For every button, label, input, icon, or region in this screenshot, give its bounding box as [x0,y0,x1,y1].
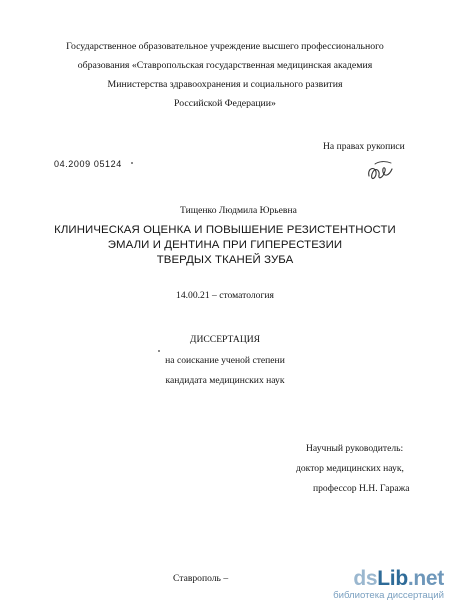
degree-line-2: кандидата медицинских наук [165,375,285,386]
institution-line-1: Государственное образовательное учреждение высшего профессионального [66,41,384,52]
supervisor-label: Научный руководитель: [306,443,404,454]
watermark-part-net: .net [407,567,444,590]
degree-line-1: на соискание ученой степени [165,355,285,366]
thesis-title-line-3: ТВЕРДЫХ ТКАНЕЙ ЗУБА [156,254,294,266]
institution-line-3: Министерства здравоохранения и социального развития [107,79,343,90]
catalog-number: 04.2009 05124 [54,159,122,169]
thesis-title-line-1: КЛИНИЧЕСКАЯ ОЦЕНКА И ПОВЫШЕНИЕ РЕЗИСТЕНТНОСТИ [54,224,396,236]
work-type: ДИССЕРТАЦИЯ [189,334,261,345]
specialty: 14.00.21 – стоматология [176,290,274,301]
scan-dot [158,350,160,352]
city-year: Ставрополь – [173,573,229,584]
watermark-part-ds: ds [353,567,378,590]
author-name: Тищенко Людмила Юрьевна [180,205,297,216]
watermark-part-lib: Lib [377,567,408,590]
supervisor-degree: доктор медицинских наук, [296,463,404,474]
handwritten-signature [364,156,402,186]
institution-line-2: образования «Ставропольская государственная медицинская академия [77,60,373,71]
watermark-logo [312,568,444,590]
manuscript-note: На правах рукописи [323,141,405,152]
watermark-subtitle: библиотека диссертаций [333,590,444,601]
institution-line-4: Российской Федерации» [174,98,276,109]
dslib-watermark [312,568,444,601]
thesis-title-line-2: ЭМАЛИ И ДЕНТИНА ПРИ ГИПЕРЕСТЕЗИИ [107,239,343,251]
supervisor-name: профессор Н.Н. Гаража [313,483,410,494]
scan-dot [131,162,133,164]
